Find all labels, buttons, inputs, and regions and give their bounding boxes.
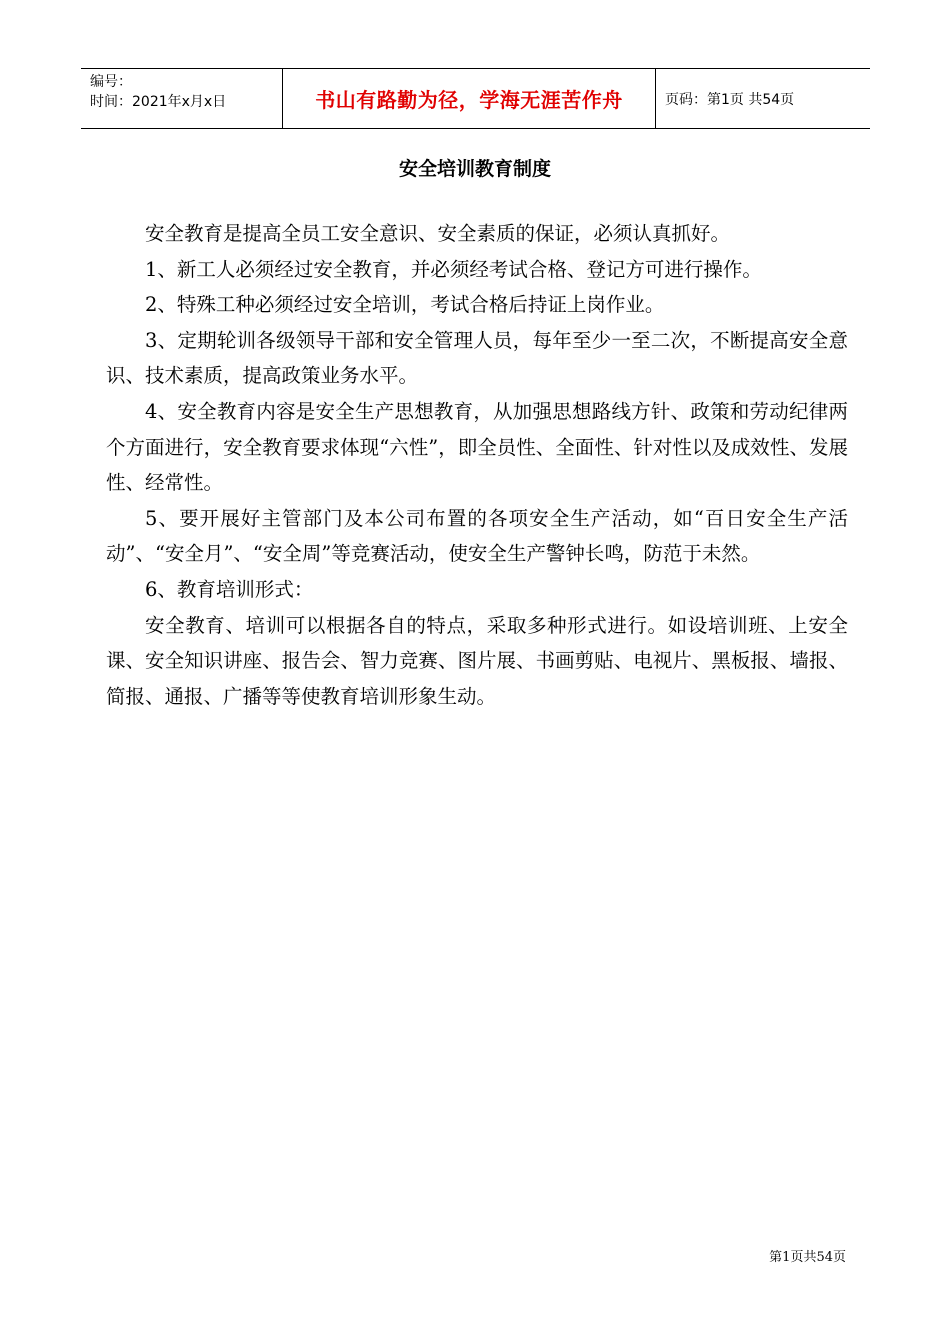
page-footer-number: 第1页共54页: [769, 1250, 846, 1265]
document-number-label: 编号：: [90, 74, 132, 90]
page-header: [81, 68, 870, 129]
document-body: [106, 216, 848, 714]
paragraph-item-2: 2、特殊工种必须经过安全培训，考试合格后持证上岗作业。: [145, 293, 665, 317]
header-meta: [81, 69, 282, 128]
paragraph-item-4: 4、安全教育内容是安全生产思想教育，从加强思想路线方针、政策和劳动纪律两个方面进行，安全教育要求体现“六性”，即全员性、全面性、针对性以及成效性、发展性、经常性。: [106, 399, 848, 495]
paragraph-training-forms: 安全教育、培训可以根据各自的特点，采取多种形式进行。如设培训班、上安全课、安全知识讲座、报告会、智力竞赛、图片展、书画剪贴、电视片、黑板报、墙报、简报、通报、广播等等使教育培训形象生动。: [106, 613, 848, 708]
paragraph-item-6: 6、教育培训形式：: [145, 577, 314, 601]
paragraph-item-5: 5、要开展好主管部门及本公司布置的各项安全生产活动，如“百日安全生产活动”、“安全月”、“安全周”等竞赛活动，使安全生产警钟长鸣，防范于未然。: [106, 506, 848, 566]
header-page-info: 页码：第1页 共54页: [665, 91, 795, 108]
paragraph-intro: 安全教育是提高全员工安全意识、安全素质的保证，必须认真抓好。: [145, 222, 731, 245]
document-title: 安全培训教育制度: [398, 158, 551, 180]
document-date: 时间：2021年x月x日: [90, 94, 227, 110]
paragraph-item-1: 1、新工人必须经过安全教育，并必须经考试合格、登记方可进行操作。: [145, 257, 762, 281]
paragraph-item-3: 3、定期轮训各级领导干部和安全管理人员，每年至少一至二次，不断提高安全意识、技术素质，提高政策业务水平。: [106, 328, 848, 388]
header-motto: 书山有路勤为径，学海无涯苦作舟: [282, 69, 656, 128]
